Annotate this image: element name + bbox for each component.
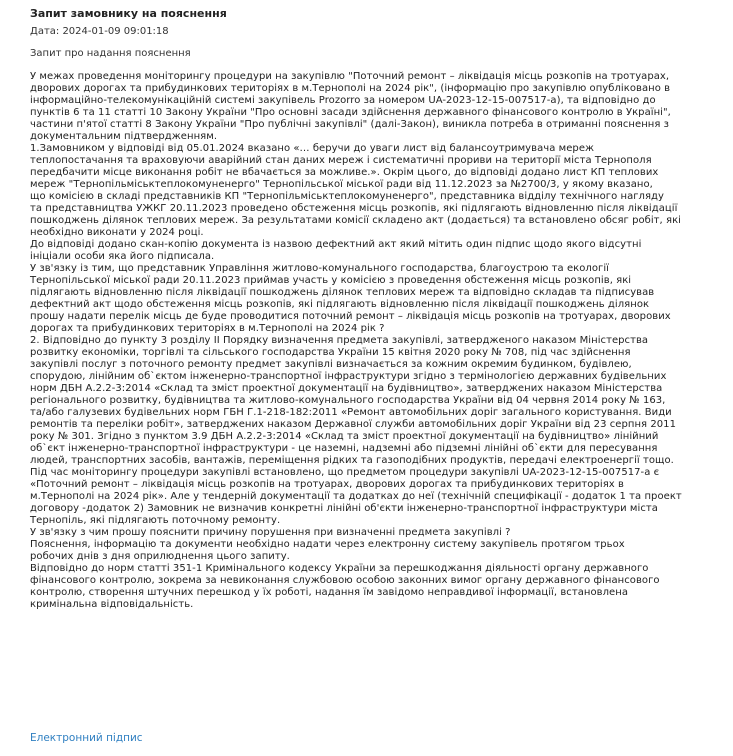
- body-line: Тернопільської міської ради 20.11.2023 приймав участь у комісією з проведення обстеження місць розкопів, які: [30, 275, 632, 286]
- body-line: До відповіді додано скан-копію документа із назвою дефектний акт який мітить один підпис щодо якого відсутні: [30, 239, 642, 250]
- body-line: У зв'язку з чим прошу пояснити причину порушення при визначенні предмета закупівлі ?: [30, 527, 511, 538]
- body-line: 2. Відповідно до пункту 3 розділу II Порядку визначення предмета закупівлі, затвердженого наказом Міністерства: [30, 335, 649, 346]
- body-line: розвитку економіки, торгівлі та сільського господарства України 15 квітня 2020 року № 708, під час здійснення: [30, 347, 631, 358]
- body-line: прошу надати перелік місць де буде проводитися поточний ремонт – ліквідація місць розкопів на тротуарах, дворових: [30, 311, 671, 322]
- body-line: дефектний акт щодо обстеження місць розкопів, які підлягають відновленню після ліквідації пошкоджень ділянок: [30, 299, 650, 310]
- electronic-signature-link[interactable]: Електронний підпис: [30, 732, 143, 744]
- body-line: людей, транспортних засобів, вантажів, переміщення рідких та газоподібних продуктів, передачі електроенергії тощо.: [30, 455, 674, 466]
- body-line: об`єкт інженерно-транспортної інфраструктури - це наземні, надземні або підземні лінійні об`єкти для пересування: [30, 443, 658, 454]
- body-line: що комісією в складі представників КП "Тернопільміськтеплокомуненерго", представника відділу технічного нагляду: [30, 191, 664, 202]
- body-line: 1.Замовником у відповіді від 05.01.2024 вказано «… беручи до уваги лист від балансоутримувача мереж: [30, 143, 595, 154]
- body-line: регіонального розвитку, будівництва та житлово-комунального господарства України від 04 червня 2014 року № 163,: [30, 395, 666, 406]
- body-line: фінансового контролю, зокрема за невиконання службовою особою законних вимог органу державного фінансового: [30, 575, 660, 586]
- body-line: теплопостачання та враховуючи аварійний стан даних мереж і систематичні прориви на території міста Тернополя: [30, 155, 652, 166]
- body-line: пунктів 6 та 11 статті 10 Закону України "Про основні засади здійснення державного фінансового контролю в Україні",: [30, 107, 671, 118]
- body-line: робочих днів з дня оприлюднення цього запиту.: [30, 551, 290, 562]
- body-line: та/або галузевих будівельних норм ГБН Г.1-218-182:2011 «Ремонт автомобільних доріг загального користування. Види: [30, 407, 672, 418]
- body-line: та представництва УЖКГ 20.11.2023 проведено обстеження місць розкопів, які підлягають відновленню після ліквідації: [30, 203, 678, 214]
- document-date: Дата: 2024-01-09 09:01:18: [30, 26, 169, 37]
- body-line: норм ДБН А.2.2-3:2014 «Склад та зміст проектної документації на будівництво», затверджених наказом Міністерства: [30, 383, 663, 394]
- body-line: передбачити місце виконання робіт не вбачається за можливе.». Окрім цього, до відповіді додано лист КП теплових: [30, 167, 659, 178]
- body-line: Відповідно до норм статті 351-1 Кримінального кодексу України за перешкоджання діяльності органу державного: [30, 563, 649, 574]
- body-line: підлягають відновленню після ліквідації пошкоджень ділянок теплових мереж та відповідно складав та підписував: [30, 287, 655, 298]
- body-line: дворових дорогах та прибудинкових територіях в м.Тернополі на 2024 рік", (інформацію про закупівлю опубліковано в: [30, 83, 671, 94]
- body-line: спорудою, лінійним об`єктом інженерно-транспортної інфраструктури згідно з термінологією державних будівельних: [30, 371, 667, 382]
- body-line: документальним підтвердженням.: [30, 131, 218, 142]
- body-line: кримінальна відповідальність.: [30, 599, 194, 610]
- body-line: «Поточний ремонт – ліквідація місць розкопів на тротуарах, дворових дорогах та прибудинкових територіях в: [30, 479, 624, 490]
- document-subject: Запит про надання пояснення: [30, 48, 191, 59]
- body-line: ініціали особи яка його підписала.: [30, 251, 215, 262]
- body-line: У межах проведення моніторингу процедури на закупівлю "Поточний ремонт – ліквідація місць розкопів на тротуарах,: [30, 71, 670, 82]
- body-line: договору -додаток 2) Замовник не визначив конкретні лінійні об'єкти інженерно-транспортної інфраструктури міста: [30, 503, 658, 514]
- body-line: необхідно виконати у 2024 році.: [30, 227, 204, 238]
- body-line: м.Тернополі на 2024 рік». Але у тендерній документації та додатках до неї (технічній специфікації - додаток 1 та проект: [30, 491, 682, 502]
- body-line: дорогах та прибудинкових територіях в м.Тернополі на 2024 рік ?: [30, 323, 385, 334]
- document-title: Запит замовнику на пояснення: [30, 7, 227, 20]
- body-line: ремонтів та переліки робіт», затверджених наказом Державної служби автомобільних доріг України від 23 серпня 2011: [30, 419, 677, 430]
- body-line: мереж "Тернопільміськтеплокомуненерго" Тернопільської міської ради від 11.12.2023 за №2700/3, у якому вказано,: [30, 179, 653, 190]
- body-line: пошкоджень ділянок теплових мереж. За результатами комісії складено акт (додається) та встановлено обсяг робіт, які: [30, 215, 682, 226]
- body-line: Пояснення, інформацію та документи необхідно надати через електронну систему закупівель протягом трьох: [30, 539, 625, 550]
- body-line: закупівлі послуг з поточного ремонту предмет закупівлі визначається за кожним окремим будинком, будівлею,: [30, 359, 632, 370]
- document-body: [30, 71, 720, 611]
- body-line: частини п'ятої статті 8 Закону України "Про публічні закупівлі" (далі-Закон), виникла потреба в отриманні пояснення з: [30, 119, 670, 130]
- body-line: Тернопіль, які підлягають поточному ремонту.: [30, 515, 281, 526]
- body-line: року № 301. Згідно з пунктом 3.9 ДБН А.2.2-3:2014 «Склад та зміст проектної документації на будівництво» лінійний: [30, 431, 659, 442]
- body-line: інформаційно-телекомунікаційній системі закупівель Prozorro за номером UA-2023-12-15-007517-a), та відповідно до: [30, 95, 656, 106]
- body-line: контролю, створення штучних перешкод у їх роботі, надання їм завідомо неправдивої інформації, встановлена: [30, 587, 628, 598]
- body-line: У зв'язку із тим, що представник Управління житлово-комунального господарства, благоустрою та екології: [30, 263, 609, 274]
- body-line: Під час моніторингу процедури закупівлі встановлено, що предметом процедури закупівлі UA-2023-12-15-007517-a є: [30, 467, 660, 478]
- request-document: [30, 6, 720, 611]
